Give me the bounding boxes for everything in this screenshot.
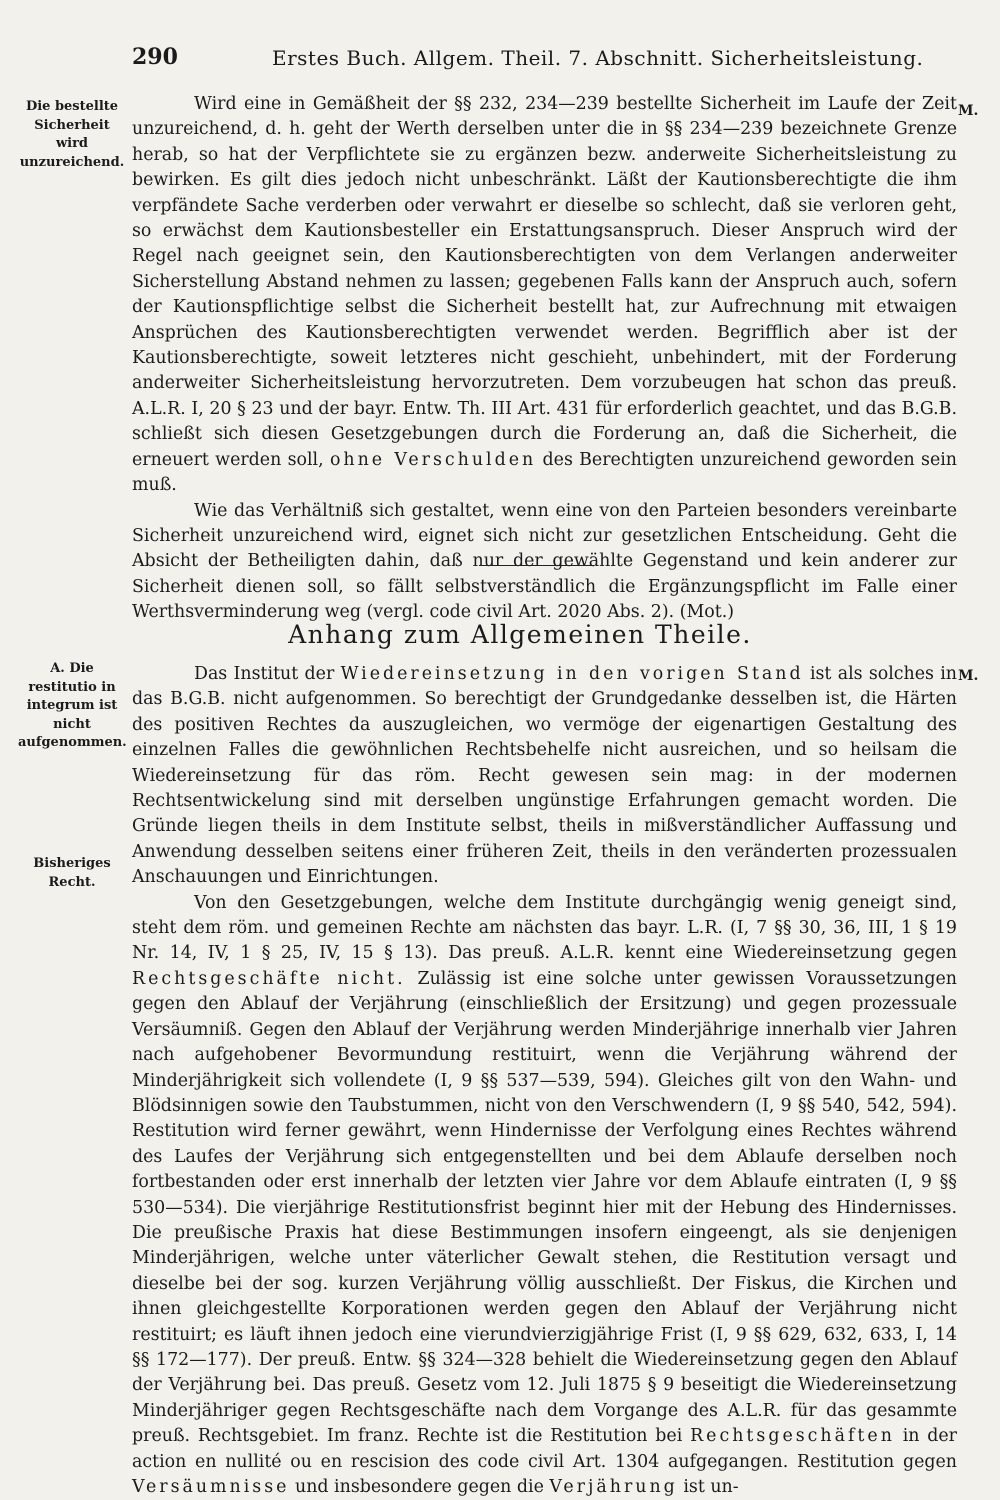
paragraph-text: ist un- bbox=[683, 1477, 739, 1497]
paragraph-text: des Berechtigten unzureichend geworden sein muß. bbox=[132, 449, 958, 496]
spaced-emphasis: Rechtsgeschäften bbox=[690, 1426, 895, 1447]
paragraph: Wie das Verhältniß sich gestaltet, wenn eine von den Parteien besonders vereinbarte Sicherheit unzureichend wird, eignet sich nicht zur gesetzlichen Entscheidung. Geht die Absicht der Betheiligten dahin, daß nur der gewählte Gegenstand und kein anderer zur Sicherheit dienen soll, so fällt selbstverständlich die Ergänzungspflicht im Falle einer Werthsverminderung weg (vergl. code civil Art. 2020 Abs. 2). (Mot.) bbox=[132, 500, 957, 623]
paragraph-text: Zulässig ist eine solche unter gewissen Voraussetzungen gegen den Ablauf der Verjährung (einschließlich der Ersitzung) und gegen prozessuale Versäumniß. Gegen den Ablauf der Verjährung werden Minderjährige innerhalb vier Jahren nach aufgehobener Bevormundung restituirt, wenn die Verjährung während der Minderjährigkeit sich vollendete (I, 9 §§ 537—539, 594). Gleiches gilt von den Wahn- und Blödsinnigen sowie den Taubstummen, nicht von den Verschwendern (I, 9 §§ 540, 542, 594). Restitution wird ferner gewährt, wenn Hindernisse der Verfolgung eines Rechtes während des Laufes der Verjährung sich entgegenstellten und bei dem Ablaufe derselben noch fortbestanden oder erst innerhalb der letzten vier Jahre vor dem Ablaufe eintraten (I, 9 §§ 530—534). Die vierjährige Restitutionsfrist beginnt hier mit der Hebung des Hindernisses. Die preußische Praxis hat diese Bestimmungen insofern eingeengt, als sie denjenigen Minderjährigen, welche unter väterlicher Gewalt stehen, die Restitution versagt und dieselbe bei der sog. kurzen Verjährung völlig ausschließt. Der Fiskus, die Kirchen und ihnen gleichgestellte Korporationen werden gegen den Ablauf der Verjährung nicht restituirt; es läuft ihnen jedoch eine vierundvierzigjährige Frist (I, 9 §§ 629, 632, 633, I, 14 §§ 172—177). Der preuß. Entw. §§ 324—328 behielt die Wiedereinsetzung gegen den Ablauf der Verjährung bei. Das preuß. Gesetz vom 12. Juli 1875 § 9 beseitigt die Wiedereinsetzung Minderjähriger gegen Rechtsgeschäfte nach dem Vorgange des A.L.R. für das gesammte preuß. Rechtsgebiet. Im franz. Rechte ist die Restitution bei bbox=[132, 968, 957, 1447]
paragraph-text: in der action en nullité ou en rescision des code civil Art. 1304 aufgegangen. Restitution gegen bbox=[132, 1426, 957, 1472]
paragraph bbox=[132, 92, 957, 499]
paragraph-text: und insbesondere gegen die bbox=[295, 1477, 544, 1497]
paragraph-text: Von den Gesetzgebungen, welche dem Institute durchgängig wenig geneigt sind, steht dem röm. und gemeinen Rechte am nächsten das bayr. L.R. (I, 7 §§ 30, 36, III, 1 § 19 Nr. 14, IV, 1 § 25, IV, 15 § 13). Das preuß. A.L.R. kennt eine Wiedereinsetzung gegen bbox=[132, 892, 957, 964]
running-title: Erstes Buch. Allgem. Theil. 7. Abschnitt. Sicherheitsleistung. bbox=[272, 46, 924, 70]
spaced-emphasis: Rechtsgeschäfte nicht. bbox=[132, 968, 406, 989]
paragraph-text: Wird eine in Gemäßheit der §§ 232, 234—239 bestellte Sicherheit im Laufe der Zeit unzureichend, d. h. geht der Werth derselben unter die in §§ 234—239 bezeichnete Grenze herab, so hat der Verpflichtete sie zu ergänzen bezw. anderweite Sicherheitsleistung zu bewirken. Es gilt dies jedoch nicht unbeschränkt. Läßt der Kautionsberechtigte die ihm verpfändete Sache verderben oder verwahrt er dieselbe so schlecht, daß sie verloren geht, so erwächst dem Kautionsbesteller ein Erstattungsanspruch. Dieser Anspruch wird der Regel nach geeignet sein, den Kautionsberechtigten von dem Verlangen anderweiter Sicherstellung Abstand nehmen zu lassen; gegebenen Falls kann der Anspruch auch, sofern der Kautionspflichtige selbst die Sicherheit bestellt hat, zur Aufrechnung mit etwaigen Ansprüchen des Kautionsberechtigten verwendet werden. Begrifflich aber ist der Kautionsberechtigte, soweit letzteres nicht geschieht, unbehindert, mit der Forderung anderweiter Sicherheitsleistung hervorzutreten. Dem vorzubeugen hat schon das preuß. A.L.R. I, 20 § 23 und der bayr. Entw. Th. III Art. 431 für erforderlich geachtet, und das B.G.B. schließt sich diesen Gesetzgebungen durch die Forderung an, daß die Sicherheit, die erneuert werden soll, bbox=[132, 94, 957, 470]
section-appendix-text bbox=[132, 662, 957, 1500]
paragraph-text: Das Institut der bbox=[194, 664, 335, 684]
margin-note-restitutio: A. Die restitutio in integrum ist nicht aufgenommen. bbox=[18, 661, 127, 750]
section-heading: Anhang zum Allgemeinen Theile. bbox=[288, 620, 752, 649]
section-security-text bbox=[132, 92, 957, 626]
margin-note-security-insufficient: Die bestellte Sicherheit wird unzureichend. bbox=[19, 99, 125, 170]
section-divider bbox=[479, 565, 594, 566]
margin-mark-m2: M. bbox=[958, 668, 979, 684]
paragraph-text: ist als solches in das B.G.B. nicht aufgenommen. So berechtigt der Grundgedanke desselben ist, die Härten des positiven Rechtes da auszugleichen, wo vermöge der eigenartigen Gestaltung des einzelnen Falles die gewöhnlichen Rechtsbehelfe nicht ausreichen, und so heilsam die Wiedereinsetzung für das röm. Recht gewesen sein mag: in der modernen Rechtsentwickelung sind mit derselben ungünstige Erfahrungen gemacht worden. Die Gründe liegen theils in dem Institute selbst, theils in mißverständlicher Auffassung und Anwendung desselben seitens einer früheren Zeit, theils in den veränderten prozessualen Anschauungen und Einrichtungen. bbox=[132, 664, 958, 888]
spaced-emphasis: Wiedereinsetzung in den vorigen Stand bbox=[340, 664, 804, 684]
paragraph bbox=[132, 662, 957, 891]
margin-note-previous-law: Bisheriges Recht. bbox=[33, 856, 111, 890]
spaced-emphasis: Versäumnisse bbox=[132, 1477, 290, 1497]
spaced-emphasis: Verjährung bbox=[549, 1477, 678, 1497]
page-header bbox=[0, 44, 1000, 74]
spaced-emphasis: ohne Verschulden bbox=[329, 449, 537, 470]
margin-mark-m1: M. bbox=[958, 103, 979, 119]
paragraph bbox=[132, 891, 957, 1500]
page-number: 290 bbox=[132, 44, 178, 70]
